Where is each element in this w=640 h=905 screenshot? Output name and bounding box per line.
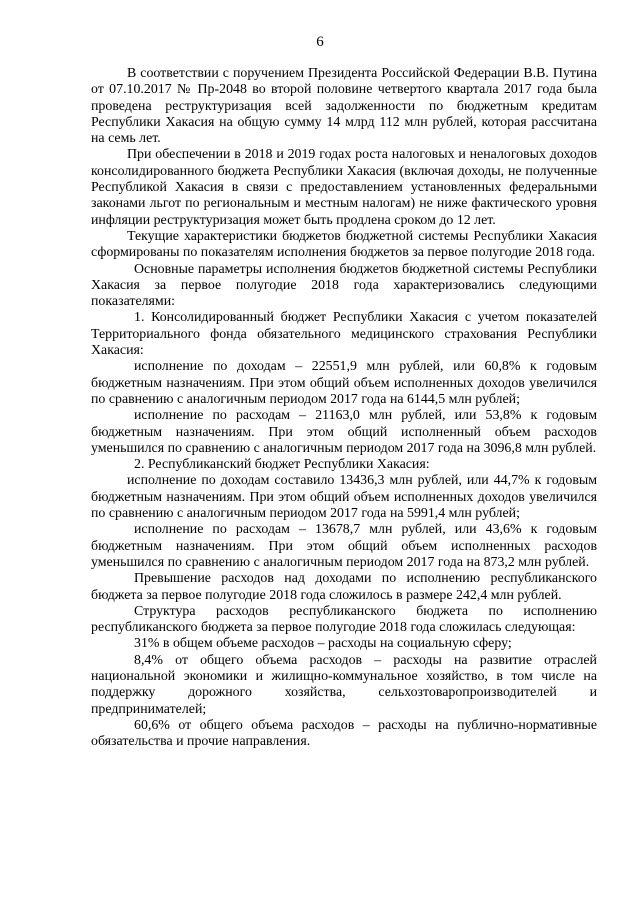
- paragraph-consolidated-expenditure: исполнение по расходам – 21163,0 млн рублей, или 53,8% к годовым бюджетным назначениям. При этом общий исполненный объем расходов уменьшился по сравнению с аналогичным периодом 2017 года на 3096,8 млн рублей.: [91, 408, 597, 456]
- paragraph-restructuring-extension: При обеспечении в 2018 и 2019 годах роста налоговых и неналоговых доходов консолидированного бюджета Республики Хакасия (включая доходы, не полученные Республикой Хакасия в связи с предоставлением установленных федеральными законами льгот по региональным и местным налогам) не ниже фактического уровня инфляции реструктуризация может быть продлена сроком до 12 лет.: [91, 147, 597, 228]
- paragraph-public-obligations-share: 60,6% от общего объема расходов – расходы на публично-нормативные обязательства и прочие направления.: [91, 717, 597, 750]
- paragraph-republican-revenue: исполнение по доходам составило 13436,3 млн рублей, или 44,7% к годовым бюджетным назначениям. При этом общий объем исполненных доходов увеличился по сравнению с аналогичным периодом 2017 года на 5991,4 млн рублей;: [91, 473, 597, 522]
- document-body: [91, 66, 597, 750]
- page-number: 6: [316, 34, 324, 50]
- paragraph-expenditure-structure: Структура расходов республиканского бюджета по исполнению республиканского бюджета за первое полугодие 2018 года сложилась следующая:: [91, 603, 597, 636]
- list-item-republican-budget: 2. Республиканский бюджет Республики Хакасия:: [134, 457, 430, 473]
- paragraph-republican-expenditure: исполнение по расходам – 13678,7 млн рублей, или 43,6% к годовым бюджетным назначениям. При этом общий объем исполненных расходов уменьшился по сравнению с аналогичным периодом 2017 года на 873,2 млн рублей.: [91, 522, 597, 570]
- paragraph-consolidated-revenue: исполнение по доходам – 22551,9 млн рублей, или 60,8% к годовым бюджетным назначениям. При этом общий объем исполненных доходов увеличился по сравнению с аналогичным периодом 2017 года на 6144,5 млн рублей;: [91, 359, 597, 407]
- paragraph-current-characteristics: Текущие характеристики бюджетов бюджетной системы Республики Хакасия сформированы по показателям исполнения бюджетов за первое полугодие 2018 года.: [91, 228, 597, 261]
- paragraph-restructuring: В соответствии с поручением Президента Российской Федерации В.В. Путина от 07.10.2017 № Пр-2048 во второй половине четвертого квартала 2017 года была проведена реструктуризация всей задолженности по бюджетным кредитам Республики Хакасия на общую сумму 14 млрд 112 млн рублей, которая рассчитана на семь лет.: [91, 66, 597, 147]
- list-item-consolidated-budget: 1. Консолидированный бюджет Республики Хакасия с учетом показателей Территориального фонда обязательного медицинского страхования Республики Хакасия:: [91, 310, 597, 359]
- paragraph-deficit: Превышение расходов над доходами по исполнению республиканского бюджета за первое полугодие 2018 года сложилось в размере 242,4 млн рублей.: [91, 571, 597, 603]
- paragraph-social-share: 31% в общем объеме расходов – расходы на социальную сферу;: [134, 636, 512, 652]
- paragraph-economy-share: 8,4% от общего объема расходов – расходы на развитие отраслей национальной экономики и жилищно-коммунальное хозяйство, в том числе на поддержку дорожного хозяйства, сельхозтоваропроизводителей и предпринимателей;: [91, 652, 597, 717]
- paragraph-main-parameters: Основные параметры исполнения бюджетов бюджетной системы Республики Хакасия за первое полугодие 2018 года характеризовались следующими показателями:: [91, 261, 597, 310]
